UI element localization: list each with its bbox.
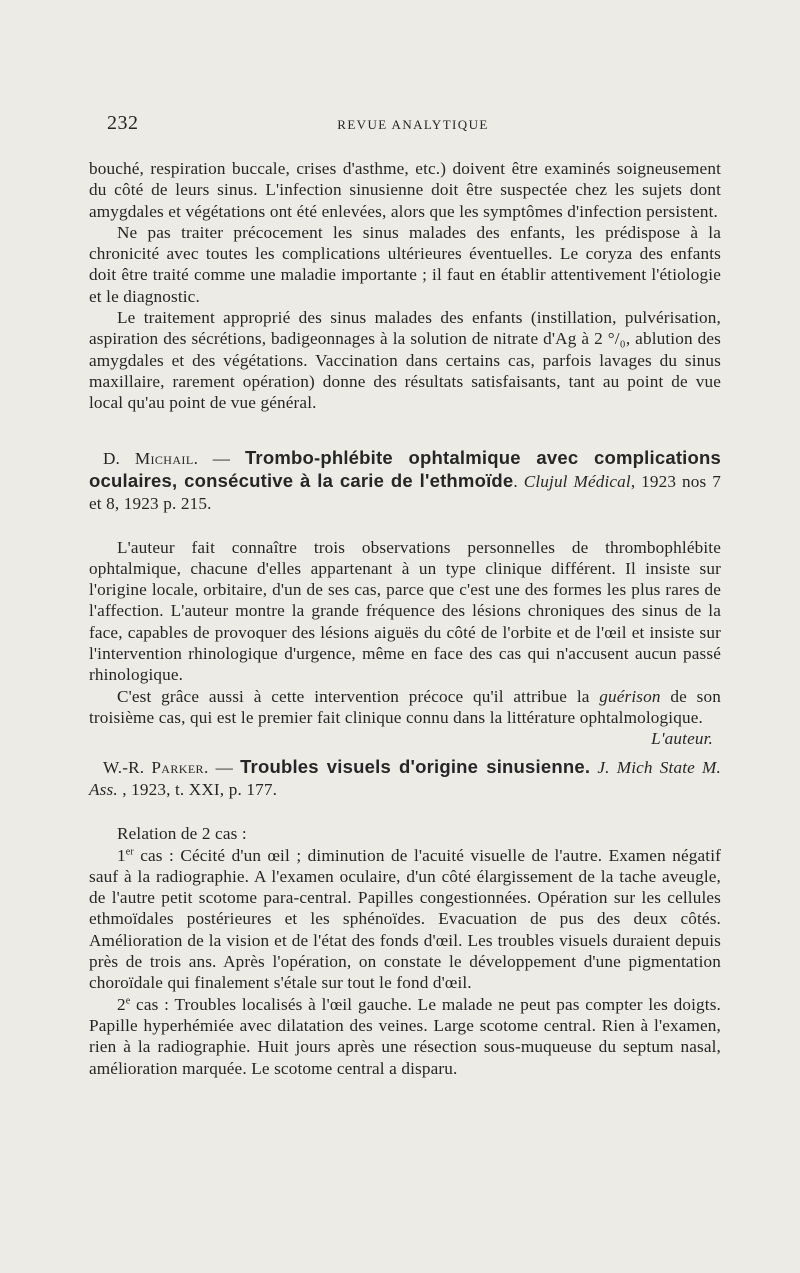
article-1-signature: L'auteur. bbox=[651, 729, 713, 749]
case-1-text: cas : Cécité d'un œil ; diminution de l'acuité visuelle de l'autre. Examen négatif sauf à la radiographie. A l'examen oculaire, d'un côté élargissement de la tache aveugle, de l'autre petit scotome para-central. Papilles congestionnées. Opération sur les cellules ethmoïdales postérieures et les sphénoïdes. Evacuation de pus des deux côtés. Amélioration de la vision et de l'état des fonds d'œil. Les troubles visuels duraient depuis près de trois ans. Après l'opération, on constate le développement d'une pigmentation choroïdale qui finalement s'étale sur tout le fond d'œil. bbox=[89, 845, 721, 993]
article-2-case-2 bbox=[89, 994, 721, 1079]
article-1-dash: . — bbox=[193, 448, 245, 468]
page-header bbox=[107, 112, 719, 142]
article-2-dash: . — bbox=[203, 758, 241, 778]
article-2-citation: , 1923, t. XXI, p. 177. bbox=[117, 780, 278, 800]
article-2-author-name: Parker bbox=[151, 758, 204, 778]
article-2-author-initial: W.-R. bbox=[103, 758, 152, 778]
intro-paragraph-1: bouché, respiration buccale, crises d'asthme, etc.) doivent être examinés soigneusement du côté de leurs sinus. L'infection sinusienne doit être suspectée chez les sujets dont amygdales et végétations ont été enlevées, alors que les symptômes d'infection persistent. bbox=[89, 159, 721, 221]
case-2-text: cas : Troubles localisés à l'œil gauche. Le malade ne peut pas compter les doigts. Papille hyperhémiée avec dilatation des veines. Large scotome central. Rien à l'examen, rien à la radiographie. Huit jours après une résection sous-muqueuse du septum nasal, amélioration marquée. Le scotome central a disparu. bbox=[89, 994, 721, 1078]
case-1-number: 1 bbox=[117, 845, 126, 865]
intro-paragraph-2: Ne pas traiter précocement les sinus malades des enfants, les prédispose à la chronicité avec toutes les complications ultérieures éventuelles. Le coryza des enfants doit être traité comme une maladie importante ; il faut en établir attentivement l'étiologie et le diagnostic. bbox=[89, 222, 721, 306]
article-1-paragraph-1: L'auteur fait connaître trois observations personnelles de thrombophlébite ophtalmique, chacune d'elles appartenant à un type clinique différent. Il insiste sur l'origine locale, orbitaire, d'un de ses cas, parce que c'est une des formes les plus rares de l'affection. L'auteur montre la grande fréquence des lésions chroniques des sinus de la face, capables de provoquer des lésions aiguës du côté de l'orbite et de l'œil et insiste sur l'intervention rhinologique d'urgence, même en face des cas qui n'accusent aucun passé rhinologique. bbox=[89, 537, 721, 685]
article-2-title: Troubles visuels d'origine sinusienne. bbox=[240, 756, 591, 778]
article-1-p2-italic: guérison bbox=[599, 686, 661, 706]
article-1-p2-before: C'est grâce aussi à cette intervention précoce qu'il attribue la bbox=[117, 686, 600, 706]
article-2-journal: J. Mich State M. Ass. bbox=[89, 758, 721, 800]
running-head: REVUE ANALYTIQUE bbox=[337, 117, 489, 132]
article-2-relation: Relation de 2 cas : bbox=[117, 824, 247, 844]
article-1-author-initial: D. bbox=[103, 448, 135, 468]
case-1-ordinal: er bbox=[125, 845, 134, 857]
article-1-paragraph-2 bbox=[89, 686, 721, 749]
page-body bbox=[89, 158, 721, 1079]
article-1-heading: D. Michail. — Trombo-phlébite ophtalmique avec complications oculaires, consécutive à la carie de l'ethmoïde. Clujul Médical, 1923 nos 7 et 8, 1923 p. 215. bbox=[89, 446, 722, 513]
intro-paragraph-3: Le traitement approprié des sinus malades des enfants (instillation, pulvérisation, aspiration des sécrétions, badigeonnages à la solution de nitrate d'Ag à 2 °/₀, ablution des amygdales et des végétations. Vaccination dans certains cas, parfois lavages du sinus maxillaire, rarement opération) donne des résultats satisfaisants, tant au point de vue local qu'au point de vue général. bbox=[89, 308, 721, 413]
article-1-journal: Clujul Médical bbox=[523, 471, 631, 491]
article-1-citation: , 1923 nos 7 et 8, 1923 p. 215. bbox=[89, 471, 721, 513]
article-2-heading bbox=[89, 756, 721, 801]
article-1-title: Trombo-phlébite ophtalmique avec complications oculaires, consécutive à la carie de l'ethmoïde bbox=[89, 446, 722, 491]
page-number: 232 bbox=[107, 112, 139, 134]
article-1-author-name: Michail bbox=[134, 448, 194, 468]
article-2-case-1 bbox=[89, 845, 721, 994]
article-1-p2-after: de son troisième cas, qui est le premier fait clinique connu dans la littérature ophtalmologique. bbox=[89, 686, 721, 727]
case-2-number: 2 bbox=[117, 994, 126, 1014]
case-2-ordinal: e bbox=[125, 994, 131, 1006]
